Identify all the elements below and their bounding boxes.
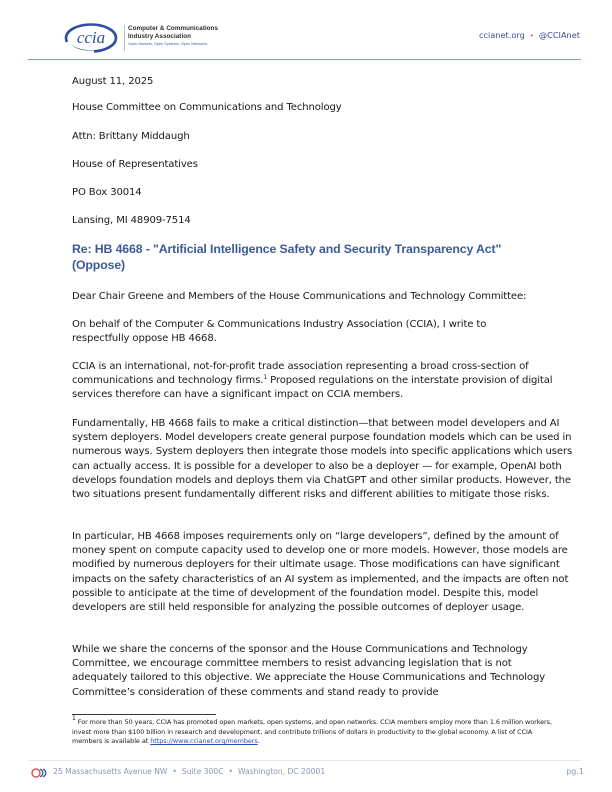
website-link[interactable]: ccianet.org [479,30,525,40]
footnote [72,715,552,747]
header-separator: • [529,32,534,40]
footnote-reference[interactable]: 1 [263,374,268,382]
ccia-members-link[interactable]: https://www.ccianet.org/members [150,737,258,745]
footer-suite: Suite 300C [181,767,224,776]
ccia-logo-icon [64,22,120,54]
footnote-trailing: . [257,737,260,745]
recipient-city: Lansing, MI 48909-7514 [72,215,191,226]
paragraph-intro [72,318,542,346]
logo-divider [124,25,125,51]
footer-separator: • [228,767,233,776]
subject-heading: Re: HB 4668 - "Artificial Intelligence Safety and Security Transparency Act" (Oppose) [72,242,502,272]
letterhead [0,0,612,60]
header-links [479,30,580,40]
org-tagline: Open Markets. Open Systems. Open Networks. [128,42,209,46]
footnote-text: For more than 50 years, CCIA has promoted open markets, open systems, and open networks. CCIA members employ more than 1.6 million workers, invest more than $100 billion in research and development, and contribute trillions of dollars in productivity to the global economy. A list of CCIA members is available at [72,718,552,745]
page-footer [31,767,584,781]
footer-city: Washington, DC 20001 [238,767,326,776]
paragraph-about-ccia [72,360,574,403]
paragraph-distinction-text: Fundamentally, HB 4668 fails to make a critical distinction—that between model developers and AI system deployers. Model developers create general purpose foundation models which can be used in numerous ways. System deployers then integrate those models into specific applications which users can actually access. It is possible for a developer to also be a deployer — for example, OpenAI both develops foundation models and deploys them via ChatGPT and other similar products. However, the two situations present fundamentally different risks and different abilities to mitigate those risks. [72,418,573,501]
paragraph-conclusion [72,643,552,700]
ccia-logo [64,22,224,54]
letter-date: August 11, 2025 [72,76,154,87]
paragraph-large-developers [72,530,577,615]
paragraph-distinction [72,417,574,502]
footnote-divider [72,714,216,715]
header-divider [28,59,581,60]
recipient-attn: Attn: Brittany Middaugh [72,131,190,142]
page-number: pg.1 [566,767,584,776]
paragraph-large-developers-text: In particular, HB 4668 imposes requirements only on “large developers”, defined by the amount of money spent on compute capacity used to develop one or more models. However, those models are modified by numerous deployers for their ultimate usage. Those modifications can have significant impacts on the safety characteristics of an AI system as implemented, and the impacts are often not possible to anticipate at the time of development of the foundation model. Despite this, model developers are still held responsible for analyzing the possible outcomes of deployer usage. [72,531,569,614]
recipient-po-box: PO Box 30014 [72,187,142,198]
ccia-circles-icon [31,768,49,778]
org-name-line1: Computer & Communications [128,25,219,32]
salutation: Dear Chair Greene and Members of the House Communications and Technology Committee: [72,291,527,302]
logo-text [128,25,218,47]
recipient-house: House of Representatives [72,159,198,170]
paragraph-about-ccia-part2: Proposed regulations on the interstate provision of digital services therefore can have a significant impact on CCIA members. [72,375,553,401]
logo-wordmark: ccia [76,28,106,47]
paragraph-about-ccia-part1: CCIA is an international, not-for-profit trade association representing a broad cross-section of communications and technology firms. [72,361,529,387]
paragraph-conclusion-text: While we share the concerns of the sponsor and the House Communications and Technology Committee, we encourage committee members to resist advancing legislation that is not adequately tailored to this objective. We appreciate the House Communications and Technology Committee’s consideration of these comments and stand ready to provide [72,644,546,698]
footer-address [53,767,325,776]
recipient-committee: House Committee on Communications and Technology [72,102,342,113]
org-name-line2: Industry Association [128,32,192,40]
footer-street: 25 Massachusetts Avenue NW [53,767,168,776]
paragraph-intro-text: On behalf of the Computer & Communications Industry Association (CCIA), I write to respectfully oppose HB 4668. [72,319,487,345]
paragraph-about-ccia-text [72,360,574,403]
footer-separator: • [172,767,177,776]
footnote-marker: 1 [72,715,76,722]
footer-divider [28,760,581,761]
social-handle-link[interactable]: @CCIAnet [538,30,580,40]
